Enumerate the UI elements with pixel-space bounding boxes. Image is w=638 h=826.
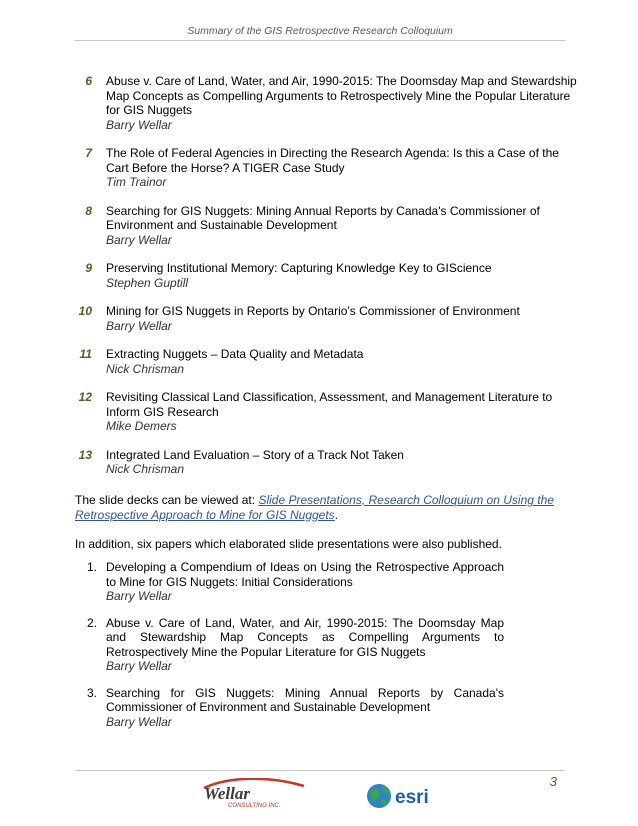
talk-number: 6 <box>85 74 92 88</box>
footer-divider <box>75 770 565 771</box>
talk-author: Mike Demers <box>106 419 177 433</box>
paper-number: 3. <box>87 685 98 700</box>
talk-number: 7 <box>85 146 92 160</box>
globe-icon <box>367 784 391 808</box>
talk-number: 8 <box>85 203 92 218</box>
talk-author: Nick Chrisman <box>106 361 185 376</box>
talk-author: Stephen Guptill <box>106 275 189 290</box>
paper-item <box>0 686 638 730</box>
papers-intro: In addition, six papers which elaborated slide presentations were also published. <box>75 537 502 551</box>
talk-title: Searching for GIS Nuggets: Mining Annual Reports by Canada's Commissioner of Environment and Sustainable Development <box>106 203 540 232</box>
wellar-logo-wordmark: Wellar <box>204 784 250 803</box>
talk-author: Barry Wellar <box>106 117 172 132</box>
talk-title: Mining for GIS Nuggets in Reports by Ontario's Commissioner of Environment <box>106 304 520 318</box>
talk-item <box>0 304 638 333</box>
slides-note <box>75 493 565 523</box>
paper-number: 2. <box>87 615 98 630</box>
wellar-logo <box>200 778 310 808</box>
paper-author: Barry Wellar <box>106 589 172 603</box>
talk-title: Preserving Institutional Memory: Capturing Knowledge Key to GIScience <box>106 261 492 275</box>
running-header: Summary of the GIS Retrospective Research Colloquium <box>187 25 453 37</box>
paper-author: Barry Wellar <box>106 714 172 729</box>
esri-logo-wordmark: esri <box>395 787 429 808</box>
paper-title: Abuse v. Care of Land, Water, and Air, 1990-2015: The Doomsday Map and Stewardship Map Concepts as Compelling Arguments to Retrospectively Mine the Popular Literature for GIS Nuggets <box>106 615 504 659</box>
talk-item <box>0 261 638 290</box>
talk-number: 13 <box>78 447 92 462</box>
paper-author: Barry Wellar <box>106 659 172 673</box>
talk-list <box>0 74 638 491</box>
talk-title: Extracting Nuggets – Data Quality and Metadata <box>106 347 364 361</box>
talk-item <box>0 74 638 132</box>
slides-note-suffix: . <box>334 508 339 522</box>
talk-item <box>0 146 638 190</box>
paper-number: 1. <box>87 560 98 574</box>
talk-item <box>0 448 638 477</box>
paper-item <box>0 560 638 604</box>
esri-logo <box>366 781 442 811</box>
talk-item <box>0 390 638 434</box>
talk-author: Nick Chrisman <box>106 462 185 476</box>
paper-title: Searching for GIS Nuggets: Mining Annual Reports by Canada's Commissioner of Environment and Sustainable Development <box>106 685 504 714</box>
talk-author: Tim Trainor <box>106 175 167 189</box>
header-divider <box>75 40 565 41</box>
talk-author: Barry Wellar <box>106 232 172 247</box>
paper-list <box>0 560 638 741</box>
slide-presentations-link[interactable]: Slide Presentations, Research Colloquium on Using the Retrospective Approach to Mine for GIS Nuggets <box>75 493 554 522</box>
paper-item <box>0 616 638 674</box>
slides-note-prefix: The slide decks can be viewed at: <box>75 493 259 507</box>
wellar-logo-subtitle: CONSULTING INC. <box>228 803 281 808</box>
talk-title: Integrated Land Evaluation – Story of a Track Not Taken <box>106 447 404 462</box>
talk-number: 11 <box>79 347 92 361</box>
talk-author: Barry Wellar <box>106 318 172 333</box>
talk-number: 10 <box>78 304 92 318</box>
page-number: 3 <box>549 774 557 789</box>
talk-title: The Role of Federal Agencies in Directing the Research Agenda: Is this a Case of the Cart Before the Horse? A TIGER Case Study <box>106 146 559 175</box>
talk-item <box>0 347 638 376</box>
talk-title: Abuse v. Care of Land, Water, and Air, 1990-2015: The Doomsday Map and Stewardship Map Concepts as Compelling Arguments to Retrospectively Mine the Popular Literature for GIS Nuggets <box>106 74 577 117</box>
talk-title: Revisiting Classical Land Classification, Assessment, and Management Literature to Inform GIS Research <box>106 390 553 419</box>
paper-title: Developing a Compendium of Ideas on Using the Retrospective Approach to Mine for GIS Nuggets: Initial Considerations <box>106 560 504 589</box>
talk-item <box>0 204 638 248</box>
talk-number: 9 <box>85 261 92 275</box>
talk-number: 12 <box>78 390 92 404</box>
